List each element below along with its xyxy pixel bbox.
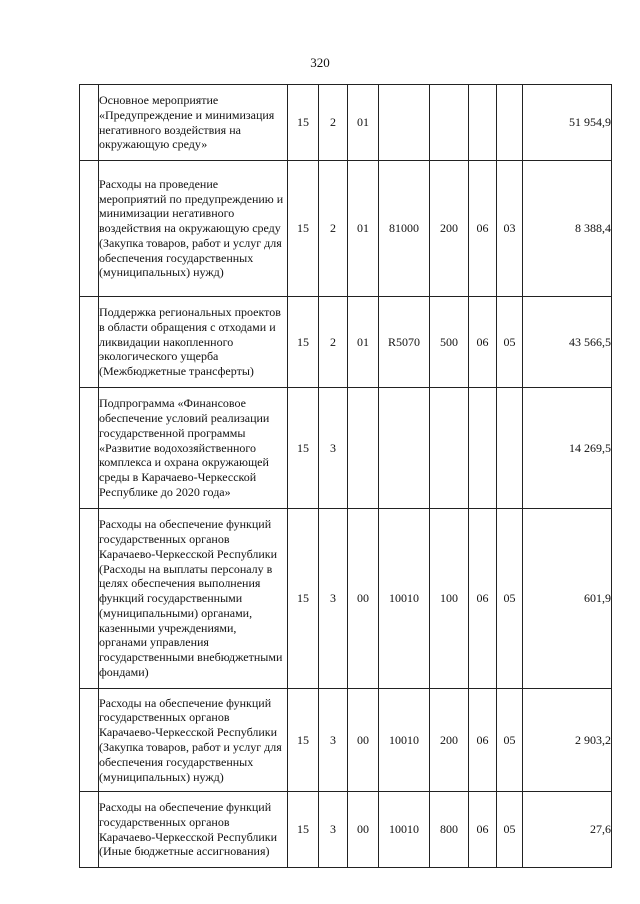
table-row: [80, 689, 612, 792]
item-name-cell: Подпрограмма «Финансовое обеспечение условий реализации государственной программы «Развитие водохозяйственного комплекса и охрана окружающей среды в Карачаево-Черкесской Республике до 2020 года»: [99, 388, 288, 509]
program-code-cell: 15: [288, 509, 319, 689]
subsection-code-cell: 05: [497, 297, 523, 388]
subsection-code-cell: 05: [497, 689, 523, 792]
program-code-cell: 15: [288, 689, 319, 792]
section-code-cell: 06: [469, 161, 497, 297]
table-row: [80, 792, 612, 868]
row-number-cell: [80, 85, 99, 161]
subprogram-code-cell: 3: [319, 388, 348, 509]
row-number-cell: [80, 161, 99, 297]
subsection-code-cell: 03: [497, 161, 523, 297]
table-row: [80, 509, 612, 689]
expense-type-code-cell: [430, 388, 469, 509]
direction-code-cell: 10010: [379, 792, 430, 868]
direction-code-cell: [379, 388, 430, 509]
amount-cell: 43 566,5: [523, 297, 612, 388]
subprogram-code-cell: 3: [319, 689, 348, 792]
section-code-cell: 06: [469, 509, 497, 689]
amount-cell: 14 269,5: [523, 388, 612, 509]
section-code-cell: 06: [469, 792, 497, 868]
main-activity-code-cell: 00: [348, 689, 379, 792]
item-name-cell: Расходы на обеспечение функций государственных органов Карачаево-Черкесской Республики (Закупка товаров, работ и услуг для обеспечения государственных (муниципальных) нужд): [99, 689, 288, 792]
subsection-code-cell: 05: [497, 509, 523, 689]
amount-cell: 2 903,2: [523, 689, 612, 792]
expense-type-code-cell: 800: [430, 792, 469, 868]
amount-cell: 27,6: [523, 792, 612, 868]
program-code-cell: 15: [288, 161, 319, 297]
item-name-cell: Основное мероприятие «Предупреждение и минимизация негативного воздействия на окружающую среду»: [99, 85, 288, 161]
amount-cell: 8 388,4: [523, 161, 612, 297]
subprogram-code-cell: 3: [319, 509, 348, 689]
main-activity-code-cell: [348, 388, 379, 509]
row-number-cell: [80, 509, 99, 689]
main-activity-code-cell: 01: [348, 161, 379, 297]
amount-cell: 601,9: [523, 509, 612, 689]
row-number-cell: [80, 689, 99, 792]
row-number-cell: [80, 297, 99, 388]
row-number-cell: [80, 388, 99, 509]
section-code-cell: [469, 85, 497, 161]
table-row: [80, 85, 612, 161]
expense-type-code-cell: 500: [430, 297, 469, 388]
table-row: [80, 297, 612, 388]
main-activity-code-cell: 01: [348, 297, 379, 388]
row-number-cell: [80, 792, 99, 868]
expense-type-code-cell: 200: [430, 689, 469, 792]
subsection-code-cell: 05: [497, 792, 523, 868]
table-body: [80, 85, 612, 868]
table-row: [80, 388, 612, 509]
item-name-cell: Расходы на обеспечение функций государственных органов Карачаево-Черкесской Республики (Иные бюджетные ассигнования): [99, 792, 288, 868]
program-code-cell: 15: [288, 297, 319, 388]
main-activity-code-cell: 01: [348, 85, 379, 161]
page-number: 320: [310, 55, 330, 70]
main-activity-code-cell: 00: [348, 509, 379, 689]
expense-type-code-cell: [430, 85, 469, 161]
table-row: [80, 161, 612, 297]
section-code-cell: 06: [469, 689, 497, 792]
direction-code-cell: 10010: [379, 689, 430, 792]
subprogram-code-cell: 3: [319, 792, 348, 868]
amount-cell: 51 954,9: [523, 85, 612, 161]
item-name-cell: Расходы на проведение мероприятий по предупреждению и минимизации негативного воздействия на окружающую среду (Закупка товаров, работ и услуг для обеспечения государственных (муниципальных) нужд): [99, 161, 288, 297]
subprogram-code-cell: 2: [319, 297, 348, 388]
expense-type-code-cell: 200: [430, 161, 469, 297]
subsection-code-cell: [497, 388, 523, 509]
direction-code-cell: R5070: [379, 297, 430, 388]
budget-table: [79, 84, 612, 868]
direction-code-cell: [379, 85, 430, 161]
subprogram-code-cell: 2: [319, 85, 348, 161]
program-code-cell: 15: [288, 85, 319, 161]
program-code-cell: 15: [288, 792, 319, 868]
subsection-code-cell: [497, 85, 523, 161]
direction-code-cell: 81000: [379, 161, 430, 297]
item-name-cell: Поддержка региональных проектов в области обращения с отходами и ликвидации накопленного экологического ущерба (Межбюджетные трансферты): [99, 297, 288, 388]
section-code-cell: [469, 388, 497, 509]
direction-code-cell: 10010: [379, 509, 430, 689]
expense-type-code-cell: 100: [430, 509, 469, 689]
item-name-cell: Расходы на обеспечение функций государственных органов Карачаево-Черкесской Республики (Расходы на выплаты персоналу в целях обеспечения выполнения функций государственными (муниципальными) органами, казенными учреждениями, органами управления государственными внебюджетными фондами): [99, 509, 288, 689]
main-activity-code-cell: 00: [348, 792, 379, 868]
program-code-cell: 15: [288, 388, 319, 509]
section-code-cell: 06: [469, 297, 497, 388]
subprogram-code-cell: 2: [319, 161, 348, 297]
